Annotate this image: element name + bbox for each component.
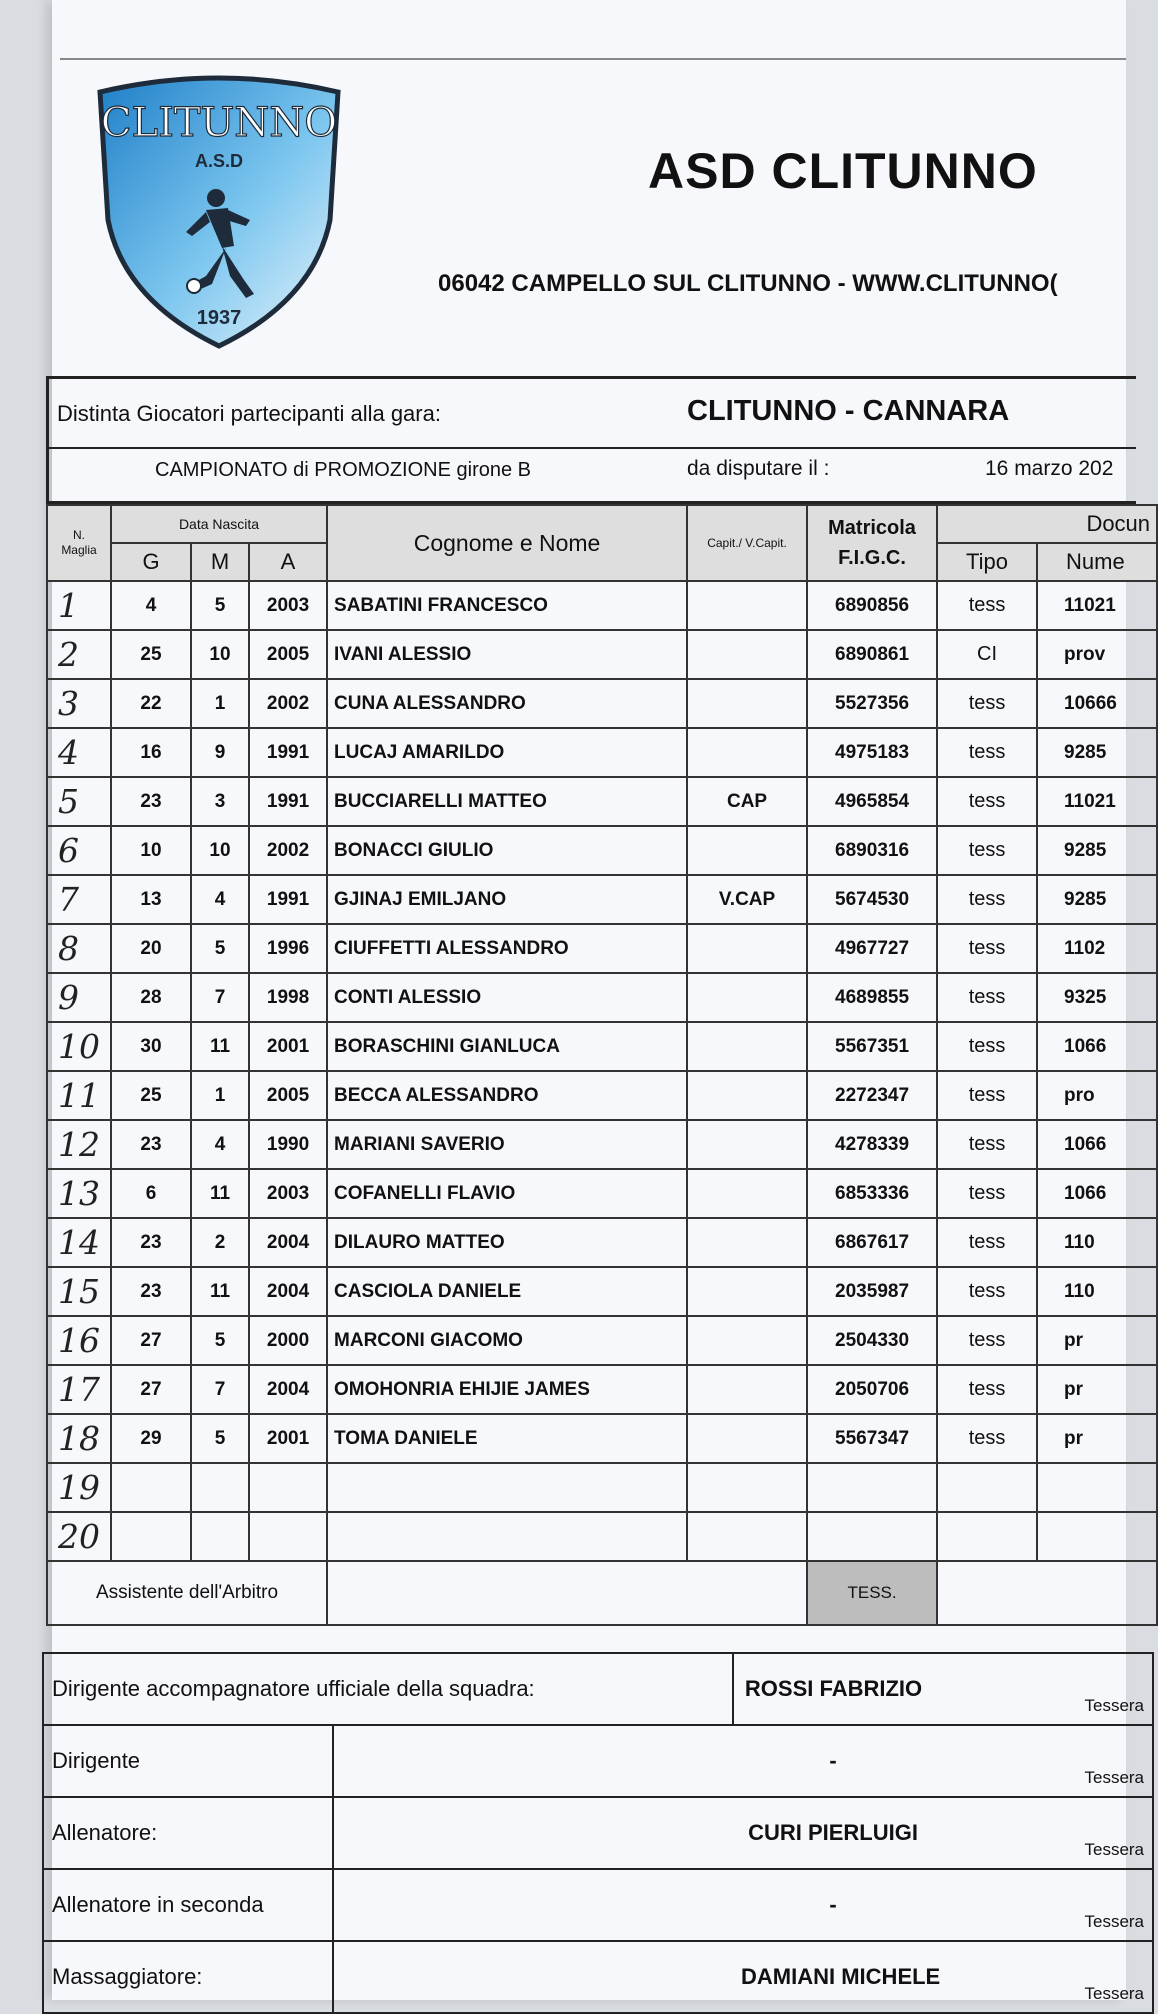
doc-type: tess (937, 581, 1037, 630)
jersey-number: 5 (47, 777, 111, 826)
birth-month: 11 (191, 1267, 249, 1316)
captain-role: V.CAP (687, 875, 807, 924)
doc-type: tess (937, 1022, 1037, 1071)
doc-type: tess (937, 679, 1037, 728)
doc-number: prov (1037, 630, 1157, 679)
jersey-number: 8 (47, 924, 111, 973)
birth-month: 10 (191, 826, 249, 875)
player-name: BORASCHINI GIANLUCA (327, 1022, 687, 1071)
doc-number: pr (1037, 1365, 1157, 1414)
doc-number (1037, 1463, 1157, 1512)
captain-role (687, 1463, 807, 1512)
birth-year: 2000 (249, 1316, 327, 1365)
birth-day: 23 (111, 777, 191, 826)
jersey-number: 18 (47, 1414, 111, 1463)
year-header: A (249, 543, 327, 581)
birth-month: 7 (191, 973, 249, 1022)
matricola-number: 4278339 (807, 1120, 937, 1169)
birth-year: 2001 (249, 1022, 327, 1071)
birth-month: 2 (191, 1218, 249, 1267)
player-row (47, 1365, 1157, 1414)
birth-day: 25 (111, 1071, 191, 1120)
staff-spacer (333, 1869, 733, 1941)
logo-year: 1937 (196, 307, 242, 329)
jersey-number: 7 (47, 875, 111, 924)
doc-type-header: Tipo (937, 543, 1037, 581)
birth-day: 28 (111, 973, 191, 1022)
birth-year: 2005 (249, 630, 327, 679)
player-row (47, 1218, 1157, 1267)
doc-number: 10666 (1037, 679, 1157, 728)
date-label: da disputare il : (687, 457, 830, 480)
doc-type: tess (937, 826, 1037, 875)
matricola-number: 5567347 (807, 1414, 937, 1463)
player-row (47, 1512, 1157, 1561)
matricola-number: 6853336 (807, 1169, 937, 1218)
doc-number: 1102 (1037, 924, 1157, 973)
player-row (47, 1169, 1157, 1218)
player-row (47, 826, 1157, 875)
captain-role (687, 728, 807, 777)
birth-year: 2002 (249, 679, 327, 728)
jersey-number: 10 (47, 1022, 111, 1071)
jersey-number: 4 (47, 728, 111, 777)
ball-icon (187, 279, 201, 293)
doc-type: tess (937, 1414, 1037, 1463)
birth-day: 29 (111, 1414, 191, 1463)
birth-month: 10 (191, 630, 249, 679)
doc-number: 11021 (1037, 777, 1157, 826)
players-list-label: Distinta Giocatori partecipanti alla gara: (57, 401, 441, 426)
staff-row (43, 1725, 1153, 1797)
matricola-number: 2504330 (807, 1316, 937, 1365)
match-date: 16 marzo 202 (985, 457, 1114, 480)
staff-spacer (333, 1725, 733, 1797)
player-name: IVANI ALESSIO (327, 630, 687, 679)
birth-year (249, 1463, 327, 1512)
birth-month: 7 (191, 1365, 249, 1414)
birth-day: 16 (111, 728, 191, 777)
birth-month: 11 (191, 1022, 249, 1071)
club-name: ASD CLITUNNO (648, 143, 1038, 199)
matricola-number: 2272347 (807, 1071, 937, 1120)
captain-role (687, 1120, 807, 1169)
player-row (47, 679, 1157, 728)
captain-role (687, 1365, 807, 1414)
birth-day (111, 1463, 191, 1512)
player-name: DILAURO MATTEO (327, 1218, 687, 1267)
staff-role-label: Dirigente (43, 1725, 333, 1797)
birth-day: 25 (111, 630, 191, 679)
referee-assistant-row (47, 1561, 1157, 1625)
birth-month: 11 (191, 1169, 249, 1218)
jersey-number: 13 (47, 1169, 111, 1218)
player-name: BUCCIARELLI MATTEO (327, 777, 687, 826)
jersey-number: 19 (47, 1463, 111, 1512)
birth-month: 5 (191, 581, 249, 630)
championship-label: CAMPIONATO di PROMOZIONE girone B (155, 459, 532, 481)
birth-day: 13 (111, 875, 191, 924)
player-row (47, 1267, 1157, 1316)
captain-role: CAP (687, 777, 807, 826)
player-name (327, 1512, 687, 1561)
player-row (47, 1120, 1157, 1169)
birth-year: 1996 (249, 924, 327, 973)
staff-role-label: Allenatore in seconda (43, 1869, 333, 1941)
birth-year: 2003 (249, 1169, 327, 1218)
doc-number: 110 (1037, 1267, 1157, 1316)
birth-year: 2004 (249, 1365, 327, 1414)
match-title: CLITUNNO - CANNARA (687, 395, 1010, 427)
name-header: Cognome e Nome (327, 505, 687, 581)
documents-header: Docun (937, 505, 1157, 543)
top-rule (60, 58, 1126, 60)
birth-day: 22 (111, 679, 191, 728)
player-row (47, 1316, 1157, 1365)
doc-type: tess (937, 1071, 1037, 1120)
jersey-number: 15 (47, 1267, 111, 1316)
player-row (47, 1071, 1157, 1120)
doc-number: 9285 (1037, 728, 1157, 777)
matricola-number: 4967727 (807, 924, 937, 973)
player-row (47, 1463, 1157, 1512)
player-row (47, 875, 1157, 924)
jersey-number: 1 (47, 581, 111, 630)
player-row (47, 630, 1157, 679)
player-name: TOMA DANIELE (327, 1414, 687, 1463)
doc-type: CI (937, 630, 1037, 679)
player-row (47, 581, 1157, 630)
doc-type: tess (937, 1169, 1037, 1218)
player-name: MARCONI GIACOMO (327, 1316, 687, 1365)
doc-number: pr (1037, 1316, 1157, 1365)
doc-number: pr (1037, 1414, 1157, 1463)
doc-number-header: Nume (1037, 543, 1157, 581)
player-name (327, 1463, 687, 1512)
player-name: CASCIOLA DANIELE (327, 1267, 687, 1316)
doc-type: tess (937, 777, 1037, 826)
birth-month: 5 (191, 924, 249, 973)
doc-number: 1066 (1037, 1022, 1157, 1071)
birth-year: 1990 (249, 1120, 327, 1169)
logo-subtitle: A.S.D (194, 151, 244, 171)
player-name: CONTI ALESSIO (327, 973, 687, 1022)
staff-tessera-label: Tessera (933, 1797, 1153, 1869)
tess-value (937, 1561, 1157, 1625)
captain-role (687, 630, 807, 679)
jersey-number: 12 (47, 1120, 111, 1169)
player-row (47, 728, 1157, 777)
matricola-number: 4689855 (807, 973, 937, 1022)
club-address: 06042 CAMPELLO SUL CLITUNNO - WWW.CLITUNNO( (438, 270, 1058, 297)
birth-year: 1991 (249, 875, 327, 924)
matricola-number: 5527356 (807, 679, 937, 728)
captain-role (687, 679, 807, 728)
player-name: OMOHONRIA EHIJIE JAMES (327, 1365, 687, 1414)
staff-spacer (333, 1797, 733, 1869)
jersey-number: 20 (47, 1512, 111, 1561)
staff-person-name: DAMIANI MICHELE (733, 1941, 933, 2013)
jersey-number: 9 (47, 973, 111, 1022)
matricola-number: 4975183 (807, 728, 937, 777)
birth-day: 23 (111, 1120, 191, 1169)
birth-month: 4 (191, 875, 249, 924)
player-row (47, 1414, 1157, 1463)
staff-tessera-label: Tessera (933, 1941, 1153, 2013)
matricola-number: 2050706 (807, 1365, 937, 1414)
day-header: G (111, 543, 191, 581)
staff-person-name: - (733, 1725, 933, 1797)
doc-number: 11021 (1037, 581, 1157, 630)
staff-tessera-label: Tessera (933, 1653, 1153, 1725)
doc-type: tess (937, 1267, 1037, 1316)
captain-role (687, 581, 807, 630)
captain-role (687, 1316, 807, 1365)
doc-type (937, 1512, 1037, 1561)
logo-title: CLITUNNO (100, 100, 338, 146)
staff-person-name: ROSSI FABRIZIO (733, 1653, 933, 1725)
doc-type: tess (937, 1365, 1037, 1414)
doc-number: pro (1037, 1071, 1157, 1120)
jersey-number: 6 (47, 826, 111, 875)
birth-day (111, 1512, 191, 1561)
matricola-number: 6890861 (807, 630, 937, 679)
staff-row (43, 1869, 1153, 1941)
captain-role (687, 924, 807, 973)
birth-year: 1991 (249, 777, 327, 826)
birth-year: 2004 (249, 1267, 327, 1316)
jersey-number: 16 (47, 1316, 111, 1365)
tess-label: TESS. (807, 1561, 937, 1625)
staff-role-label: Dirigente accompagnatore ufficiale della squadra: (43, 1653, 733, 1725)
player-name: SABATINI FRANCESCO (327, 581, 687, 630)
player-name: COFANELLI FLAVIO (327, 1169, 687, 1218)
staff-row (43, 1653, 1153, 1725)
birth-month (191, 1463, 249, 1512)
referee-assistant-value (327, 1561, 807, 1625)
referee-assistant-label: Assistente dell'Arbitro (47, 1561, 327, 1625)
match-header-row (49, 379, 1136, 449)
birth-month: 4 (191, 1120, 249, 1169)
player-row (47, 777, 1157, 826)
jersey-number: 14 (47, 1218, 111, 1267)
birth-month: 5 (191, 1316, 249, 1365)
birth-day: 4 (111, 581, 191, 630)
player-name: CUNA ALESSANDRO (327, 679, 687, 728)
birth-day: 27 (111, 1316, 191, 1365)
birth-year: 2004 (249, 1218, 327, 1267)
staff-role-label: Massaggiatore: (43, 1941, 333, 2013)
jersey-number: 3 (47, 679, 111, 728)
doc-type: tess (937, 1316, 1037, 1365)
staff-person-name: CURI PIERLUIGI (733, 1797, 933, 1869)
player-name: MARIANI SAVERIO (327, 1120, 687, 1169)
staff-row (43, 1941, 1153, 2013)
club-logo (94, 70, 344, 350)
birth-day: 23 (111, 1267, 191, 1316)
birth-date-header: Data Nascita (111, 505, 327, 543)
doc-type: tess (937, 875, 1037, 924)
staff-tessera-label: Tessera (933, 1869, 1153, 1941)
doc-number (1037, 1512, 1157, 1561)
captain-role (687, 1071, 807, 1120)
doc-type: tess (937, 973, 1037, 1022)
doc-type: tess (937, 924, 1037, 973)
jersey-number: 17 (47, 1365, 111, 1414)
birth-month: 1 (191, 679, 249, 728)
player-name: BECCA ALESSANDRO (327, 1071, 687, 1120)
matricola-number: 6867617 (807, 1218, 937, 1267)
birth-month: 1 (191, 1071, 249, 1120)
players-table (46, 504, 1158, 1626)
jersey-number-header: N. Maglia (47, 505, 111, 581)
matricola-number: 6890316 (807, 826, 937, 875)
birth-year: 1991 (249, 728, 327, 777)
staff-row (43, 1797, 1153, 1869)
player-name: LUCAJ AMARILDO (327, 728, 687, 777)
staff-spacer (333, 1941, 733, 2013)
birth-day: 23 (111, 1218, 191, 1267)
matricola-number: 5674530 (807, 875, 937, 924)
staff-table (42, 1652, 1154, 2014)
staff-tessera-label: Tessera (933, 1725, 1153, 1797)
captain-header: Capit./ V.Capit. (687, 505, 807, 581)
doc-number: 9285 (1037, 826, 1157, 875)
staff-person-name: - (733, 1869, 933, 1941)
birth-month: 9 (191, 728, 249, 777)
birth-year: 1998 (249, 973, 327, 1022)
player-name: CIUFFETTI ALESSANDRO (327, 924, 687, 973)
matricola-header: Matricola F.I.G.C. (807, 505, 937, 581)
birth-day: 30 (111, 1022, 191, 1071)
captain-role (687, 973, 807, 1022)
birth-year: 2002 (249, 826, 327, 875)
player-row (47, 1022, 1157, 1071)
birth-year: 2001 (249, 1414, 327, 1463)
birth-month: 5 (191, 1414, 249, 1463)
matricola-number: 2035987 (807, 1267, 937, 1316)
jersey-number: 2 (47, 630, 111, 679)
doc-type: tess (937, 728, 1037, 777)
captain-role (687, 1414, 807, 1463)
matricola-number (807, 1463, 937, 1512)
matricola-number (807, 1512, 937, 1561)
doc-type: tess (937, 1120, 1037, 1169)
player-name: GJINAJ EMILJANO (327, 875, 687, 924)
doc-type (937, 1463, 1037, 1512)
doc-number: 110 (1037, 1218, 1157, 1267)
doc-type: tess (937, 1218, 1037, 1267)
captain-role (687, 1022, 807, 1071)
captain-role (687, 1512, 807, 1561)
matricola-number: 6890856 (807, 581, 937, 630)
birth-day: 27 (111, 1365, 191, 1414)
match-header (46, 376, 1136, 504)
captain-role (687, 1169, 807, 1218)
birth-year: 2003 (249, 581, 327, 630)
birth-year (249, 1512, 327, 1561)
doc-number: 9285 (1037, 875, 1157, 924)
player-name: BONACCI GIULIO (327, 826, 687, 875)
player-row (47, 924, 1157, 973)
matricola-number: 4965854 (807, 777, 937, 826)
birth-year: 2005 (249, 1071, 327, 1120)
birth-day: 6 (111, 1169, 191, 1218)
player-row (47, 973, 1157, 1022)
captain-role (687, 1267, 807, 1316)
captain-role (687, 826, 807, 875)
matricola-number: 5567351 (807, 1022, 937, 1071)
birth-day: 10 (111, 826, 191, 875)
doc-number: 1066 (1037, 1120, 1157, 1169)
birth-day: 20 (111, 924, 191, 973)
jersey-number: 11 (47, 1071, 111, 1120)
month-header: M (191, 543, 249, 581)
birth-month: 3 (191, 777, 249, 826)
birth-month (191, 1512, 249, 1561)
staff-role-label: Allenatore: (43, 1797, 333, 1869)
doc-number: 1066 (1037, 1169, 1157, 1218)
doc-number: 9325 (1037, 973, 1157, 1022)
captain-role (687, 1218, 807, 1267)
